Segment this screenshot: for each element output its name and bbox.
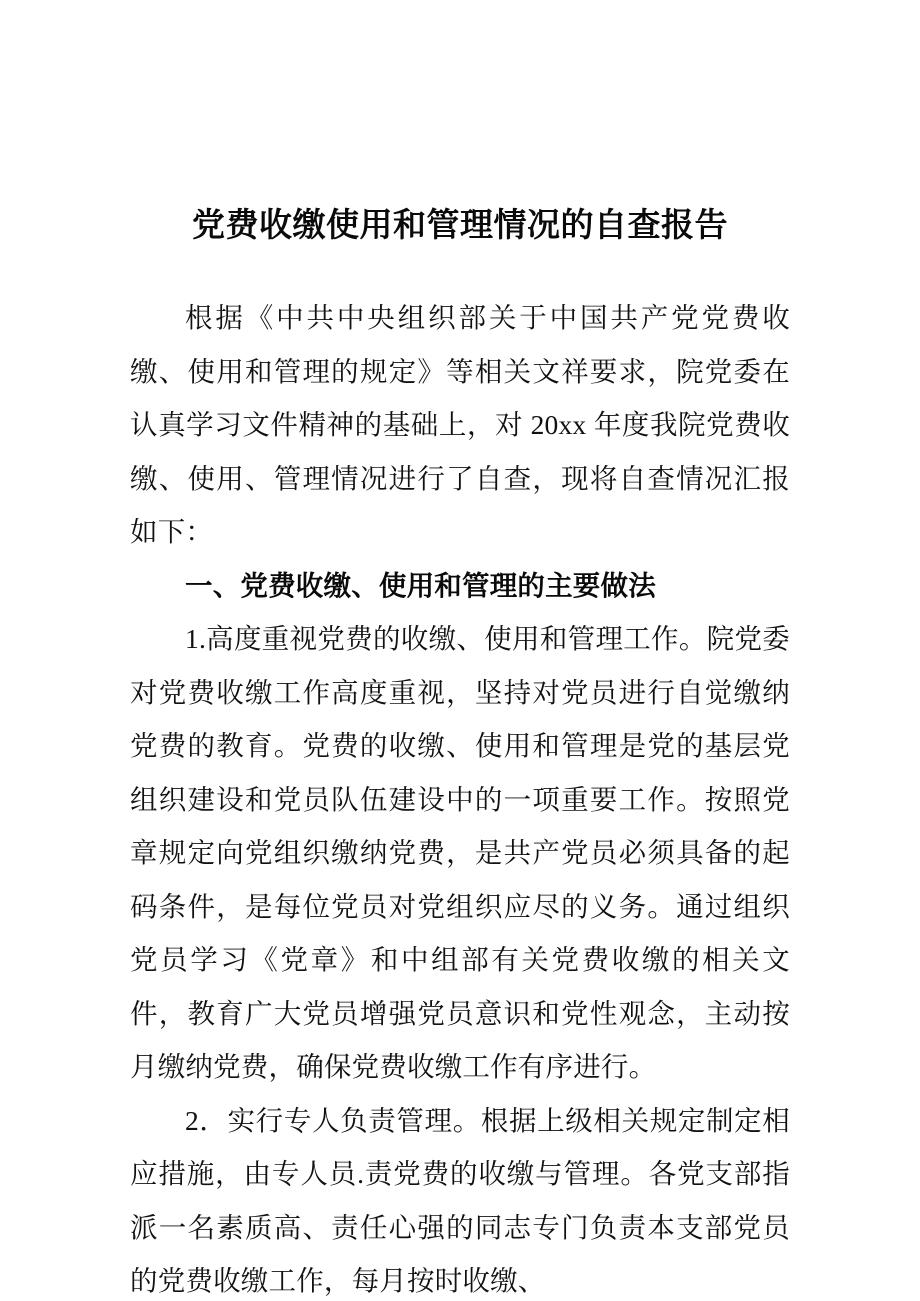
document-body (130, 291, 790, 1301)
section-heading-1: 一、党费收缴、使用和管理的主要做法 (185, 569, 656, 601)
paragraph-item-2: 2．实行专人负责管理。根据上级相关规定制定相应措施，由专人员.责党费的收缴与管理。各党支部指派一名素质高、责任心强的同志专门负责本支部党员的党费收缴工作，每月按时收缴、 (130, 1104, 790, 1296)
paragraph-intro: 根据《中共中央组织部关于中国共产党党费收缴、使用和管理的规定》等相关文祥要求，院党委在认真学习文件精神的基础上，对 20xx 年度我院党费收缴、使用、管理情况进行了自查，现将自查情况汇报如下： (130, 302, 790, 547)
page-title: 党费收缴使用和管理情况的自查报告 (192, 206, 728, 243)
paragraph-item-1: 1.高度重视党费的收缴、使用和管理工作。院党委对党费收缴工作高度重视，坚持对党员进行自觉缴纳党费的教育。党费的收缴、使用和管理是党的基层党组织建设和党员队伍建设中的一项重要工作。按照党章规定向党组织缴纳党费，是共产党员必须具备的起码条件，是每位党员对党组织应尽的义务。通过组织党员学习《党章》和中组部有关党费收缴的相关文件，教育广大党员增强党员意识和党性观念，主动按月缴纳党费，确保党费收缴工作有序进行。 (130, 623, 790, 1082)
